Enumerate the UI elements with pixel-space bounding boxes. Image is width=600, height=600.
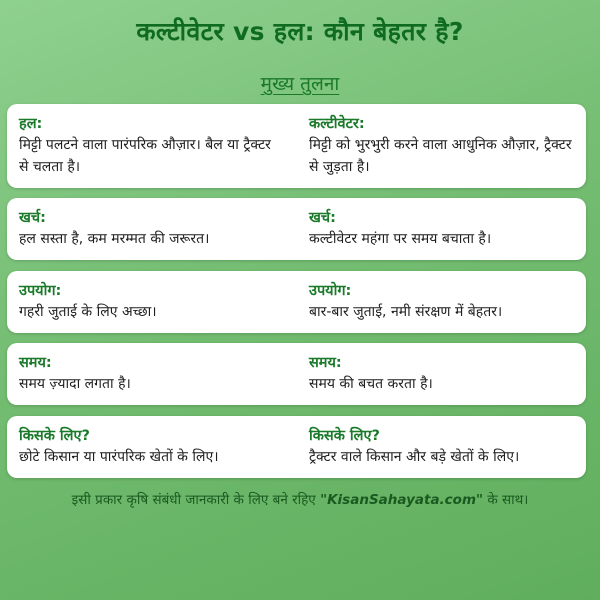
cultivator-text: बार-बार जुताई, नमी संरक्षण में बेहतर। bbox=[309, 304, 503, 320]
page-title: कल्टीवेटर vs हल: कौन बेहतर है? bbox=[136, 17, 464, 46]
website-name: "KisanSahayata.com" bbox=[320, 492, 484, 508]
plough-column bbox=[19, 114, 284, 178]
cultivator-column bbox=[309, 281, 574, 323]
cultivator-text: ट्रैक्टर वाले किसान और बड़े खेतों के लिए। bbox=[309, 449, 520, 465]
plough-column bbox=[19, 281, 284, 323]
plough-label: खर्च: bbox=[19, 210, 46, 226]
cultivator-column bbox=[309, 426, 574, 468]
plough-text: गहरी जुताई के लिए अच्छा। bbox=[19, 304, 157, 320]
comparison-card-suitability bbox=[7, 416, 586, 478]
comparison-card-usage bbox=[7, 271, 586, 333]
section-subtitle: मुख्य तुलना bbox=[260, 73, 340, 95]
plough-column bbox=[19, 426, 284, 468]
plough-label: समय: bbox=[19, 355, 52, 371]
plough-label: हल: bbox=[19, 116, 43, 132]
cultivator-label: खर्च: bbox=[309, 210, 336, 226]
cultivator-text: कल्टीवेटर महंगा पर समय बचाता है। bbox=[309, 231, 492, 247]
plough-column bbox=[19, 208, 284, 250]
plough-column bbox=[19, 353, 284, 395]
cultivator-label: समय: bbox=[309, 355, 342, 371]
cultivator-label: उपयोग: bbox=[309, 283, 352, 299]
comparison-card-description bbox=[7, 104, 586, 188]
plough-text: मिट्टी पलटने वाला पारंपरिक औज़ार। बैल या ट्रैक्टर से चलता है। bbox=[19, 137, 271, 175]
cultivator-label: कल्टीवेटर: bbox=[309, 116, 365, 132]
plough-label: किसके लिए? bbox=[19, 428, 90, 444]
cultivator-text: मिट्टी को भुरभुरी करने वाला आधुनिक औज़ार, ट्रैक्टर से जुड़ता है। bbox=[309, 137, 572, 175]
cultivator-label: किसके लिए? bbox=[309, 428, 380, 444]
plough-text: छोटे किसान या पारंपरिक खेतों के लिए। bbox=[19, 449, 219, 465]
footer-text: इसी प्रकार कृषि संबंधी जानकारी के लिए बने रहिए bbox=[71, 492, 321, 508]
comparison-card-cost bbox=[7, 198, 586, 260]
cultivator-text: समय की बचत करता है। bbox=[309, 376, 433, 392]
cultivator-column bbox=[309, 114, 574, 178]
footer-text-end: के साथ। bbox=[483, 492, 529, 508]
footer-note bbox=[0, 490, 600, 508]
plough-text: हल सस्ता है, कम मरम्मत की जरूरत। bbox=[19, 231, 210, 247]
comparison-card-time bbox=[7, 343, 586, 405]
cultivator-column bbox=[309, 208, 574, 250]
cultivator-column bbox=[309, 353, 574, 395]
plough-text: समय ज़्यादा लगता है। bbox=[19, 376, 131, 392]
plough-label: उपयोग: bbox=[19, 283, 62, 299]
